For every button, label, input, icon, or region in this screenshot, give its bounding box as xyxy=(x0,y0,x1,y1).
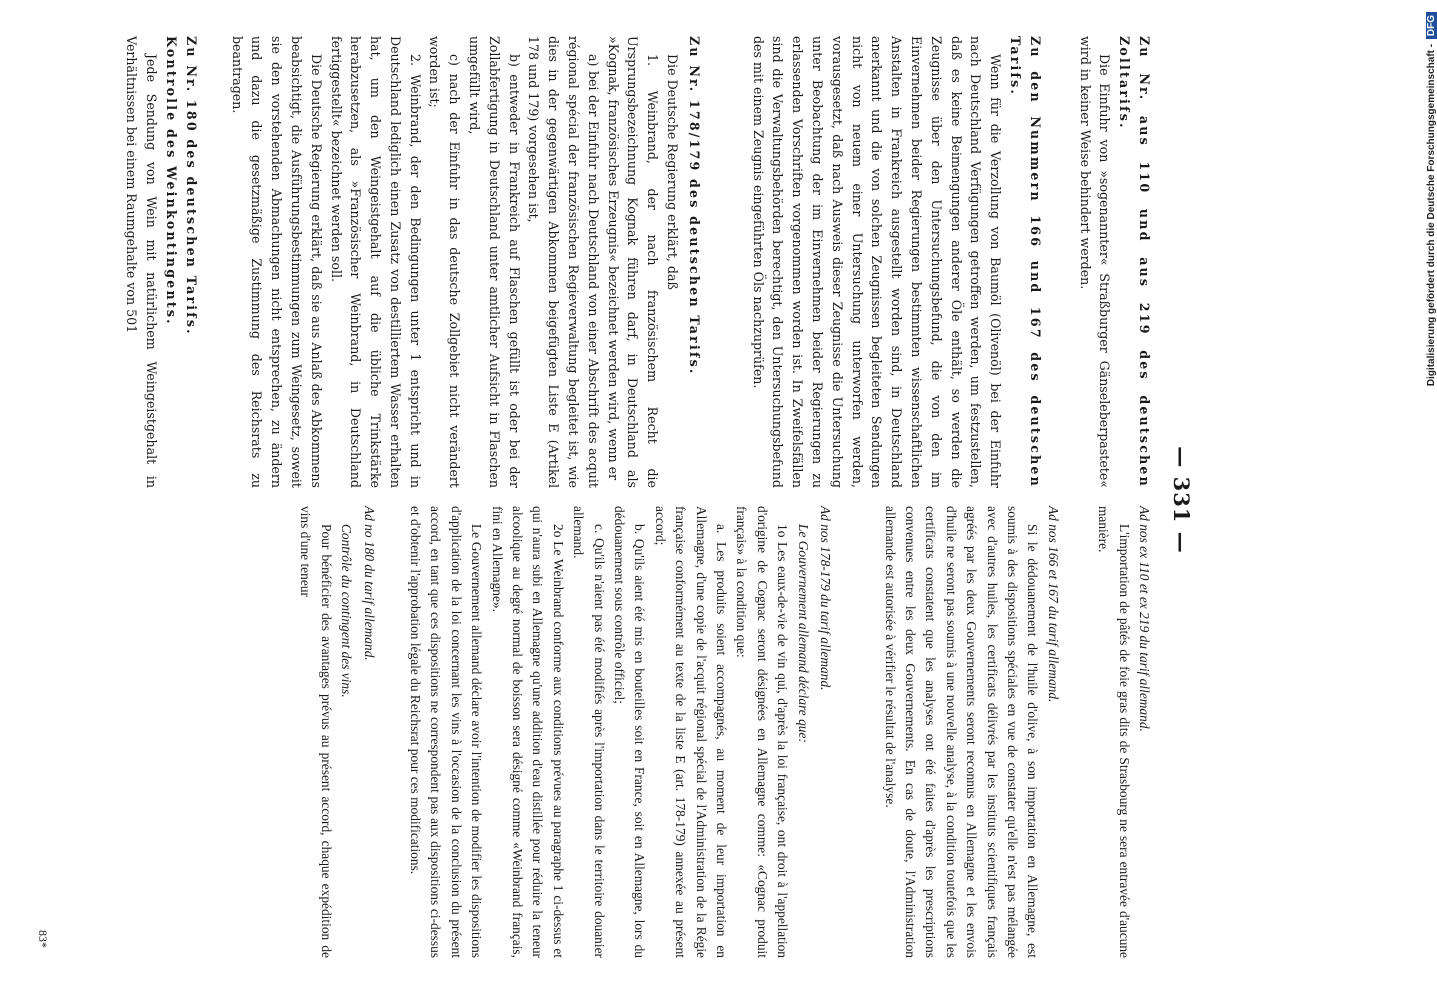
german-section-subheading: Kontrolle des Weinkontingents. xyxy=(163,36,179,326)
german-paragraph: Die Deutsche Regierung erklärt, daß sie aus Anlaß des Abkommens beabsichtigt, die Ausführungsbestimmungen zum Weingesetz, soweit sie den vorstehenden Abmachungen nicht entsprechen, zu ändern und dazu die gesetzmäßige Zustimmung des Reichsrats zu beantragen. xyxy=(229,36,324,488)
dfg-logo: DFG xyxy=(1426,12,1437,39)
signature-mark: 83* xyxy=(36,930,50,948)
german-paragraph: 1. Weinbrand, der nach französischem Recht die Ursprungsbezeichnung Kognak führen darf, in Deutschland als »Kognak, französisches Erzeugnis« bezeichnet werden wird, wenn er xyxy=(605,36,661,488)
french-paragraph: a. Les produits soient accompagnés, au moment de leur importation en Allemagne, d'une copie de l'acquit régional spécial de l'Administration de la Régie française conformément au texte de la liste E (art. 178-179) annexée au présent accord; xyxy=(652,506,730,958)
german-paragraph: Die Einfuhr von »sogenannter« Straßburger Gänseleberpastete« wird in keiner Weise behindert werden. xyxy=(1077,36,1113,488)
german-section-heading: Zu Nr. 180 des deutschen Tarifs. xyxy=(183,36,199,336)
french-paragraph: Le Gouvernement allemand déclare avoir l'intention de modifier les dispositions d'application de la loi concernant les vins à l'occasion de la conclusion du présent accord, en tant que ces dispositions ne correspondent pas aux dispositions ci-dessus et d'obtenir l'approbation légale du Reichsrat pour ces modifications. xyxy=(408,506,485,958)
french-paragraph: c. Qu'ils n'aient pas été modifiés après l'importation dans le territoire douanier allemand. xyxy=(571,506,607,958)
french-paragraph: b. Qu'ils aient été mis en bouteilles soit en France, soit en Allemagne, lors du dédouanement sous contrôle officiel; xyxy=(612,506,648,958)
credit-text: Digitalisierung gefördert durch die Deutsche Forschungsgemeinschaft - xyxy=(1426,43,1437,387)
french-paragraph: L'importation de pâtés de foie gras dits de Strasbourg ne sera entravée d'aucune manière. xyxy=(1096,506,1132,958)
french-paragraph: Si le dédouanement de l'huile d'olive, à son importation en Allemagne, est soumis à des dispositions spéciales en vue de constater qu'elle n'est pas mélangée avec d'autres huiles, les certificats délivrés par les instituts scientifiques français agréés par les deux Gouvernements seront reconnus en Allemagne et les envois d'huile ne seront pas soumis à une nouvelle analyse, à la condition toutefois que les certificats constatent que les analyses ont été faites d'après les prescriptions convenues entre les deux Gouvernements. En cas de doute, l'Administration allemande est autorisée à vérifier le résultat de l'analyse. xyxy=(882,506,1041,958)
german-paragraph: Jede Sendung von Wein mit natürlichem Weingeistgehalt in Verhältnissen bei einem Raumgehalte von 501 xyxy=(124,36,160,488)
german-paragraph: a) bei der Einfuhr nach Deutschland von einer Abschrift des acquit régional spécial der französischen Regieverwaltung begleitet ist, wie dies in der gegenwärtigen Abkommen beigefügten Liste E (Artikel 178 und 179) vorgesehen ist, xyxy=(526,36,601,488)
french-paragraph: 2o Le Weinbrand conforme aux conditions prévues au paragraphe 1 ci-dessus et qui n'aura subi en Allemagne qu'une addition d'eau distillée pour réduire la teneur alcoolique au degré normal de boisson sera désigné comme «Weinbrand français, fini en Allemagne». xyxy=(489,506,566,958)
german-paragraph: 2. Weinbrand, der den Bedingungen unter 1 entspricht und in Deutschland lediglich einen Zusatz von destilliertem Wasser erhalten hat, um den Weingeistgehalt auf die übliche Trinkstärke herabzusetzen, als »Französischer Weinbrand, in Deutschland fertiggestellt« bezeichnet werden soll. xyxy=(328,36,423,488)
french-section-heading: Ad no 180 du tarif allemand. xyxy=(361,506,377,661)
page-number: — 331 — xyxy=(1169,446,1194,554)
german-paragraph: Wenn für die Verzollung von Baumöl (Olivenöl) bei der Einfuhr nach Deutschland Verfügungen getroffen werden, um festzustellen, daß es keine Beimengungen anderer Öle enthält, so werden die Zeugnisse über den Untersuchungsbefund, die von den im Einvernehmen beider Regierungen bestimmten wissenschaftlichen Anstalten in Frankreich ausgestellt worden sind, in Deutschland anerkannt und die von solchen Zeugnissen begleiteten Sendungen nicht von neuem einer Untersuchung unterworfen werden, vorausgesetzt, daß nach Ausweis dieser Zeugnisse die Untersuchung unter Beobachtung der im Einvernehmen beider Regierungen zu erlassenden Vorschriften vorgenommen worden ist. In Zweifelsfällen sind die Verwaltungsbehörden berechtigt, den Untersuchungsbefund des mit einem Zeugnis eingeführten Öls nachzuprüfen. xyxy=(750,36,1004,488)
french-section-heading: Ad nos 178-179 du tarif allemand. xyxy=(818,506,834,691)
german-section-heading: Zu Nr. 178/179 des deutschen Tarifs. xyxy=(686,36,702,376)
german-section-heading: Zu den Nummern 166 und 167 des deutschen Tarifs. xyxy=(1008,36,1043,488)
german-paragraph: c) nach der Einfuhr in das deutsche Zollgebiet nicht verändert worden ist; xyxy=(427,36,463,488)
french-column xyxy=(295,506,1154,958)
french-section-heading: Ad nos ex 110 et ex 219 du tarif allemand. xyxy=(1137,506,1152,732)
french-section-subheading: Contrôle du contingent des vins. xyxy=(339,524,355,698)
german-paragraph: b) entweder in Frankreich auf Flaschen gefüllt ist oder bei der Zollabfertigung in Deutschland unter amtlicher Aufsicht in Flaschen umgefüllt wird, xyxy=(467,36,522,488)
french-section-intro: Le Gouvernement allemand déclare que: xyxy=(795,524,811,743)
german-section-heading: Zu Nr. aus 110 und aus 219 des deutschen Zolltarifs. xyxy=(1117,36,1152,488)
german-column xyxy=(122,36,1154,488)
french-section-heading: Ad nos 166 et 167 du tarif allemand. xyxy=(1045,506,1061,703)
digitization-credit xyxy=(1412,12,1437,988)
german-section-intro: Die Deutsche Regierung erklärt, daß xyxy=(665,54,681,290)
french-paragraph: Pour bénéficier des avantages prévus au présent accord, chaque expédition de vins d'une teneur xyxy=(298,506,334,958)
french-paragraph: 1o Les eaux-de-vie de vin qui, d'après la loi française, ont droit à l'appellation d'origine de Cognac seront désignées en Allemagne comme: «Cognac produit français» à la condition que: xyxy=(734,506,791,958)
